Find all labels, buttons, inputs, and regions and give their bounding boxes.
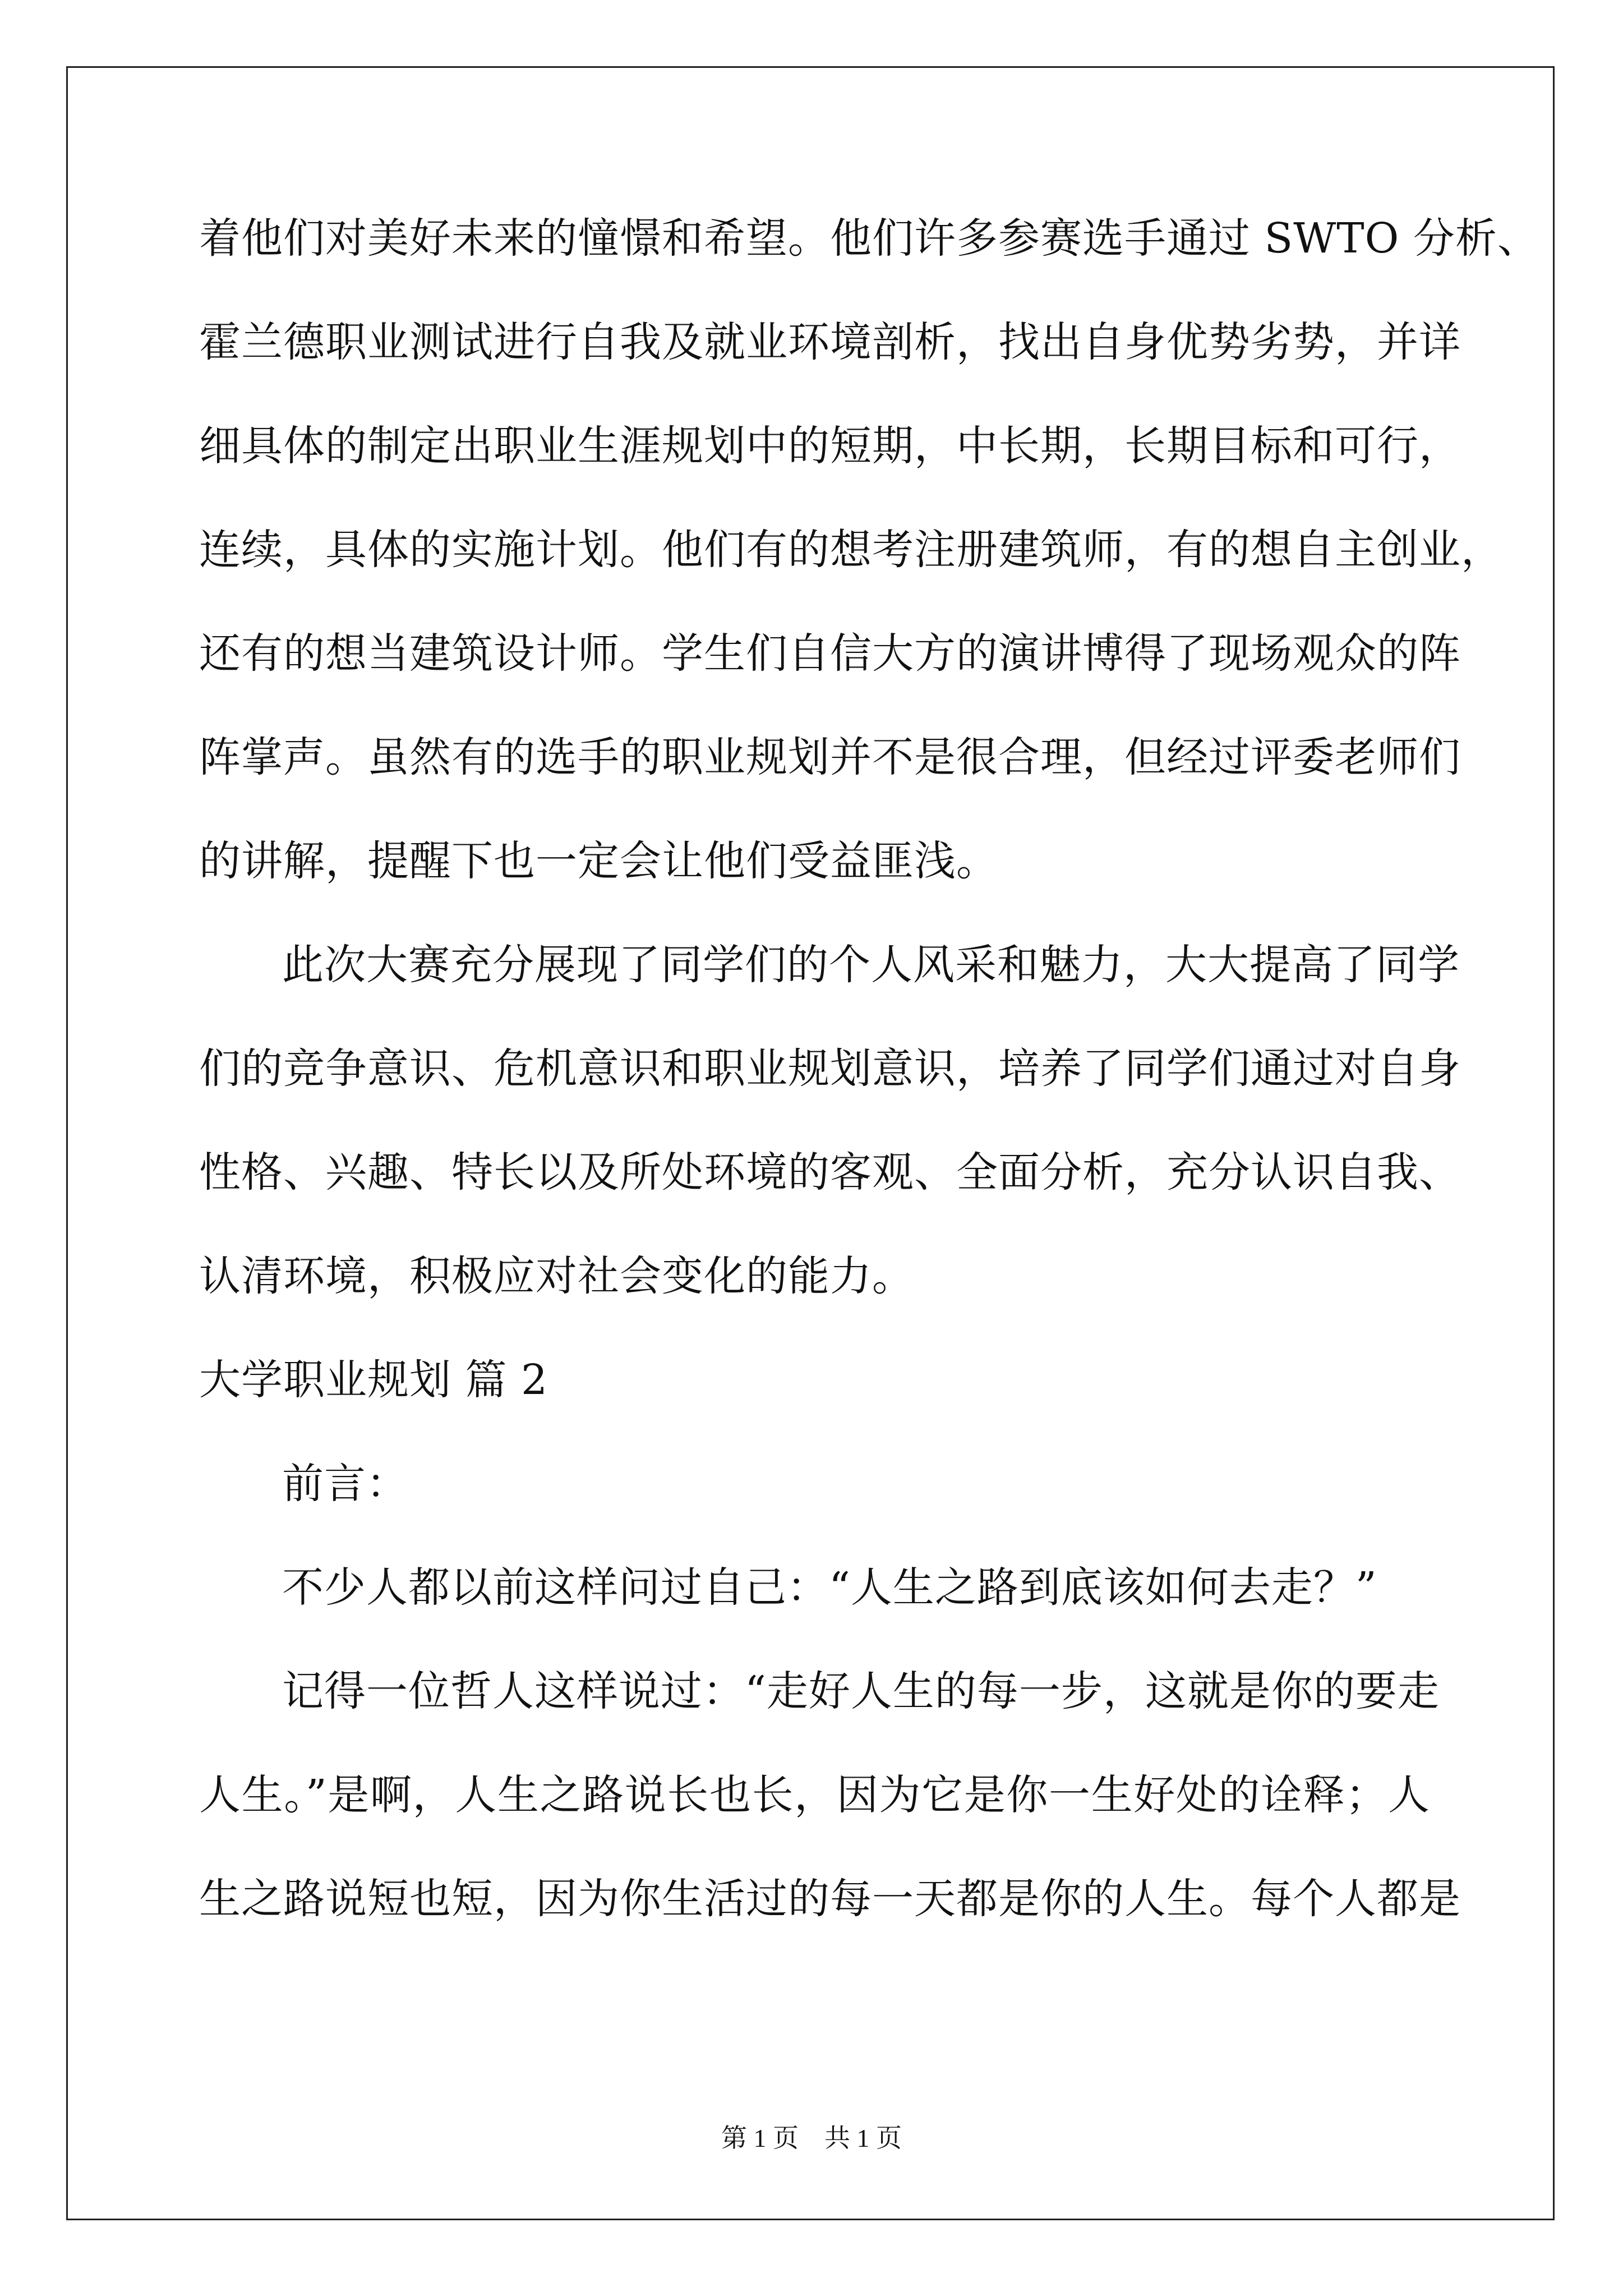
text-line: 细具体的制定出职业生涯规划中的短期，中长期，长期目标和可行， — [199, 422, 1461, 470]
text-line: 的讲解，提醒下也一定会让他们受益匪浅。 — [199, 837, 998, 885]
preface-label: 前言： — [282, 1460, 408, 1508]
paragraph-first-line: 此次大赛充分展现了同学们的个人风采和魅力，大大提高了同学 — [282, 941, 1460, 989]
page-footer: 第 1 页 共 1 页 — [721, 2124, 902, 2152]
section-heading: 大学职业规划 篇 2 — [199, 1356, 548, 1404]
paragraph-first-line: 不少人都以前这样问过自己：“人生之路到底该如何去走？” — [282, 1563, 1377, 1612]
paragraph-first-line: 记得一位哲人这样说过：“走好人生的每一步，这就是你的要走 — [282, 1667, 1440, 1715]
text-line: 认清环境，积极应对社会变化的能力。 — [199, 1252, 914, 1300]
text-line: 阵掌声。虽然有的选手的职业规划并不是很合理，但经过评委老师们 — [199, 733, 1461, 781]
text-line: 生之路说短也短，因为你生活过的每一天都是你的人生。每个人都是 — [199, 1875, 1461, 1923]
text-line: 们的竞争意识、危机意识和职业规划意识，培养了同学们通过对自身 — [199, 1045, 1461, 1093]
text-line: 人生。”是啊，人生之路说长也长，因为它是你一生好处的诠释；人 — [199, 1771, 1430, 1819]
text-line: 霍兰德职业测试进行自我及就业环境剖析，找出自身优势劣势，并详 — [199, 318, 1461, 366]
text-line: 还有的想当建筑设计师。学生们自信大方的演讲博得了现场观众的阵 — [199, 629, 1461, 678]
text-line: 性格、兴趣、特长以及所处环境的客观、全面分析，充分认识自我、 — [199, 1148, 1461, 1197]
text-line: 连续，具体的实施计划。他们有的想考注册建筑师，有的想自主创业， — [199, 526, 1503, 574]
text-line: 着他们对美好未来的憧憬和希望。他们许多参赛选手通过 SWTO 分析、 — [199, 214, 1539, 263]
